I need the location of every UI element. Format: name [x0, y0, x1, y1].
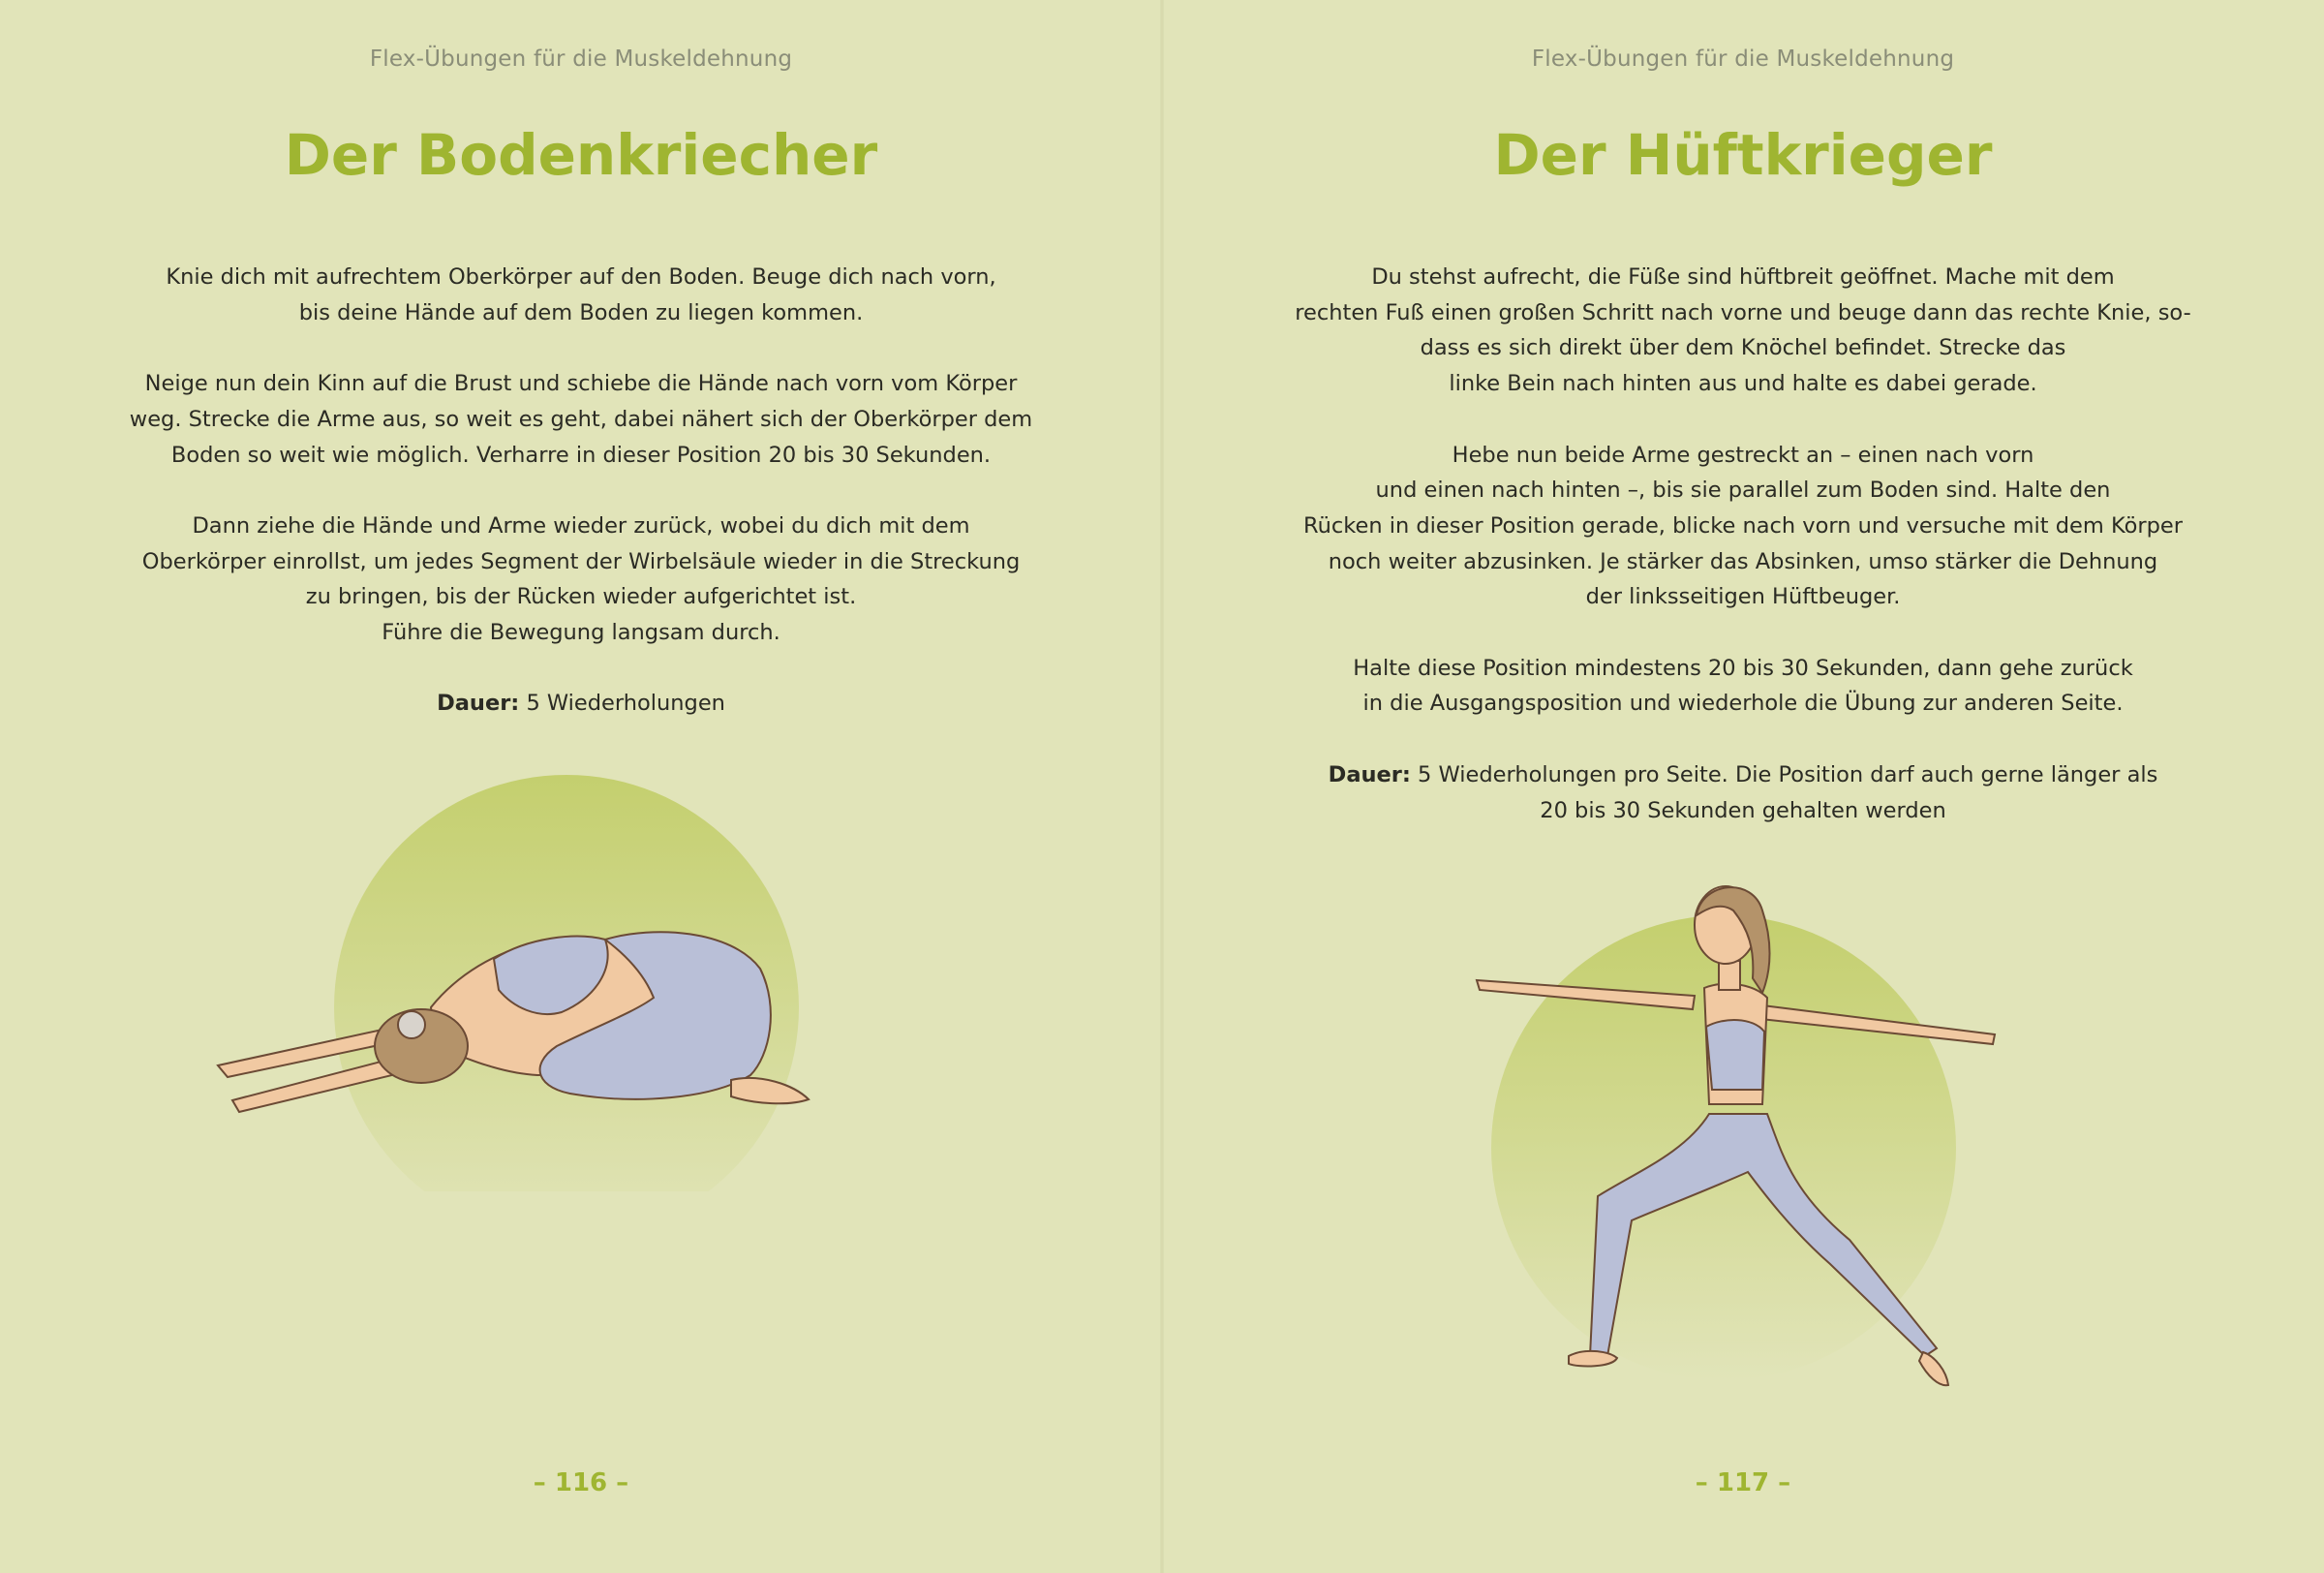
- duration-value: 5 Wiederholungen: [526, 691, 725, 717]
- text-line: bis deine Hände auf dem Boden zu liegen kommen.: [298, 299, 864, 325]
- text-line: noch weiter abzusinken. Je stärker das Absinken, umso stärker die Dehnung: [1328, 548, 2158, 574]
- sports-top: [1706, 1020, 1764, 1090]
- text-line: Neige nun dein Kinn auf die Brust und schiebe die Hände nach vorn vom Körper: [144, 371, 1018, 397]
- book-gutter: [1160, 0, 1164, 1573]
- text-line: rechten Fuß einen großen Schritt nach vorne und beuge dann das rechte Knie, so-: [1295, 299, 2191, 325]
- text-line: Knie dich mit aufrechtem Oberkörper auf den Boden. Beuge dich nach vorn,: [166, 264, 996, 290]
- exercise-title-left: Der Bodenkriecher: [284, 122, 878, 188]
- text-line: linke Bein nach hinten aus und halte es dabei gerade.: [1449, 371, 2037, 397]
- text-line: weg. Strecke die Arme aus, so weit es geht, dabei nähert sich der Oberkörper dem: [129, 406, 1033, 432]
- text-line: Oberkörper einrollst, um jedes Segment der Wirbelsäule wieder in die Streckung: [141, 548, 1021, 574]
- duration-label: Dauer:: [437, 691, 520, 717]
- duration: [1162, 757, 2324, 828]
- paragraph: [1162, 260, 2324, 402]
- text-line: Boden so weit wie möglich. Verharre in dieser Position 20 bis 30 Sekunden.: [170, 442, 992, 468]
- duration-line: [1162, 757, 2324, 793]
- text-line: in die Ausgangsposition und wiederhole die Übung zur anderen Seite.: [1362, 691, 2124, 717]
- text-line: Halte diese Position mindestens 20 bis 30 Sekunden, dann gehe zurück: [1353, 655, 2133, 681]
- paragraph: [0, 509, 1162, 651]
- paragraph: [1162, 438, 2324, 616]
- foot: [731, 1078, 809, 1103]
- duration-label: Dauer:: [1328, 761, 1411, 787]
- paragraph: [0, 366, 1162, 473]
- neck: [1719, 961, 1740, 990]
- text-line: zu bringen, bis der Rücken wieder aufgerichtet ist.: [305, 584, 857, 610]
- page-number-left: – 116 –: [533, 1468, 629, 1497]
- text-line: der linksseitigen Hüftbeuger.: [1585, 584, 1901, 610]
- paragraph: [0, 260, 1162, 330]
- childs-pose-illustration: [189, 765, 828, 1191]
- duration-line: 20 bis 30 Sekunden gehalten werden: [1540, 797, 1946, 823]
- exercise-title-right: Der Hüftkrieger: [1493, 122, 1993, 188]
- hair-bun: [398, 1011, 425, 1038]
- text-line: Hebe nun beide Arme gestreckt an – einen nach vorn: [1452, 442, 2034, 468]
- paragraph: [1162, 651, 2324, 722]
- text-line: und einen nach hinten –, bis sie parallel zum Boden sind. Halte den: [1375, 478, 2111, 504]
- text-line: Rücken in dieser Position gerade, blicke nach vorn und versuche mit dem Körper: [1303, 512, 2183, 539]
- duration-value: 5 Wiederholungen pro Seite. Die Position darf auch gerne länger als: [1418, 761, 2158, 787]
- foot: [1569, 1351, 1617, 1367]
- running-head-left: Flex-Übungen für die Muskeldehnung: [369, 46, 793, 72]
- exercise-description-right: [1162, 260, 2324, 864]
- foot: [1919, 1352, 1948, 1385]
- text-line: Du stehst aufrecht, die Füße sind hüftbreit geöffnet. Mache mit dem: [1371, 264, 2115, 290]
- text-line: Dann ziehe die Hände und Arme wieder zurück, wobei du dich mit dem: [192, 512, 970, 539]
- text-line: dass es sich direkt über dem Knöchel befindet. Strecke das: [1420, 335, 2066, 361]
- exercise-description-left: [0, 260, 1162, 757]
- duration: [0, 686, 1162, 722]
- running-head-right: Flex-Übungen für die Muskeldehnung: [1531, 46, 1955, 72]
- page-number-right: – 117 –: [1695, 1468, 1791, 1497]
- warrior-two-illustration: [1472, 872, 2014, 1414]
- right-page: [1162, 0, 2324, 1573]
- text-line: Führe die Bewegung langsam durch.: [382, 620, 780, 645]
